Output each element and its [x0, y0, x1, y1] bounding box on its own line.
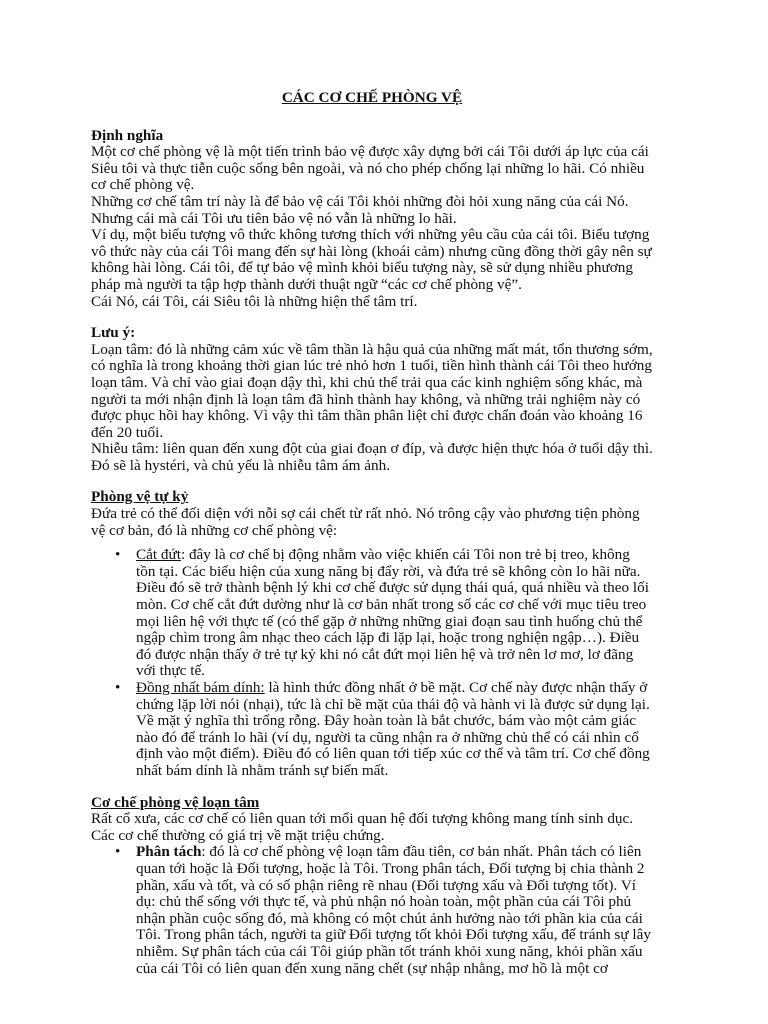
paragraph: Những cơ chế tâm trí này là để bảo vệ cái Tôi khỏi những đòi hỏi xung năng của cái Nó. Nhưng cái mà cái Tôi ưu tiên bảo vệ nó vẫn là những lo hãi. [91, 192, 629, 227]
bullet-icon: • [115, 843, 121, 861]
section-heading-definition: Định nghĩa [91, 126, 164, 144]
bullet-list [91, 844, 653, 977]
list-item [91, 680, 653, 780]
bullet-icon: • [115, 679, 121, 696]
spacer [91, 474, 653, 489]
list-item [91, 547, 653, 680]
bullet-icon: • [115, 546, 121, 564]
paragraph: Loạn tâm: đó là những cảm xúc về tâm thần là hậu quả của những mất mát, tổn thương sớm, có nghĩa là trong khoảng thời gian lúc trẻ nhỏ hơn 1 tuổi, tiền hình thành cái Tôi theo hướng loạn tâm. Và chỉ vào giai đoạn dậy thì, khi chủ thể trải qua các kinh nghiệm sống khác, mà người ta mới nhận định là loạn tâm đã hình thành hay không, và những trải nghiệm này có được phục hồi hay không. Vì vậy thì tâm thần phân liệt chỉ được chẩn đoán vào khoảng 16 đến 20 tuổi. [91, 340, 653, 441]
spacer [91, 310, 653, 325]
list-item [91, 844, 653, 977]
paragraph: Nhiễu tâm: liên quan đến xung đột của giai đoạn ơ đíp, và được hiện thực hóa ở tuổi dậy thì. Đó sẽ là hystéri, và chủ yếu là nhiễu tâm ám ảnh. [91, 440, 653, 474]
spacer [91, 780, 653, 795]
paragraph: Một cơ chế phòng vệ là một tiến trình bảo vệ được xây dựng bởi cái Tôi dưới áp lực của cái Siêu tôi và thực tiễn cuộc sống bên ngoài, và nó cho phép chống lại những lo hãi. Có nhiều cơ chế phòng vệ. [91, 143, 649, 194]
paragraph: Rất cổ xưa, các cơ chế có liên quan tới mối quan hệ đối tượng không mang tính sinh dục. Các cơ chế thường có giá trị về mặt triệu chứng. [91, 810, 634, 844]
term-label: Phân tách [136, 843, 202, 861]
item-text: : đây là cơ chế bị động nhằm vào việc khiến cái Tôi non trẻ bị treo, không tồn tại. Các biểu hiện của xung năng bị đẩy rời, và đứa trẻ sẽ không còn lo hãi nữa. Điều đó sẽ trở thành bệnh lý khi cơ chế được sử dụng thái quá, quá nhiều và theo lối mòn. Cơ chế cắt đứt dường như là cơ bản nhất trong số các cơ chế với mục tiêu treo mọi liên hệ với thực tế (có thể gặp ở những những giai đoạn sau tình huống chủ thể ngập chìm trong âm nhạc theo cách lặp đi lặp lại, hoặc trong nghiện ngập…). Điều đó được nhận thấy ở trẻ tự kỷ khi nó cắt đứt mọi liên hệ và trở nên lơ mơ, lơ đãng với thực tế. [136, 546, 649, 680]
term-label: Cắt đứt [136, 546, 181, 564]
section-heading-psychosis: Cơ chế phòng vệ loạn tâm [91, 793, 260, 811]
document-body [91, 90, 653, 977]
paragraph: Cái Nó, cái Tôi, cái Siêu tôi là những hiện thể tâm trí. [91, 292, 418, 310]
term-label: Đồng nhất bám dính: [136, 679, 265, 696]
document-title: CÁC CƠ CHẾ PHÒNG VỆ [281, 89, 463, 106]
section-heading-note: Lưu ý: [91, 324, 136, 342]
item-text: là hình thức đồng nhất ở bề mặt. Cơ chế này được nhận thấy ở chứng lặp lời nói (nhại), tức là chỉ bề mặt của thái độ và hành vi là được sử dụng lại. Về mặt ý nghĩa thì trống rỗng. Đây hoàn toàn là bắt chước, bám vào một cảm giác nào đó để tránh lo hãi (ví dụ, người ta cũng nhận ra ở những chủ thể có cái nhìn cố định vào một điểm). Điều đó có liên quan tới tiếp xúc cơ thể và tâm trí. Cơ chế đồng nhất bám dính là nhằm tránh sự biến mất. [136, 679, 650, 779]
paragraph: Ví dụ, một biểu tượng vô thức không tương thích với những yêu cầu của cái tôi. Biểu tượng vô thức này của cái Tôi mang đến sự hài lòng (khoái cảm) nhưng cũng đồng thời gây nên sự không hài lòng. Cái tôi, để tự bảo vệ mình khỏi biểu tượng này, sẽ sử dụng nhiều phương pháp mà người ta tập hợp thành dưới thuật ngữ “các cơ chế phòng vệ”. [91, 226, 652, 293]
section-heading-autism: Phòng vệ tự kỷ [91, 488, 189, 506]
bullet-list [91, 547, 653, 779]
item-text: : đó là cơ chế phòng vệ loạn tâm đầu tiên, cơ bản nhất. Phân tách có liên quan tới hoặc là Đối tượng, hoặc là Tôi. Trong phân tách, Đối tượng bị chia thành 2 phần, xấu và tốt, và có số phận riêng rẽ nhau (Đối tượng xấu và Đối tượng tốt). Ví dụ: chủ thể sống với thực tế, và phủ nhận nó hoàn toàn, một phần của cái Tôi phủ nhận phần cuộc sống đó, mà không có một chút ảnh hưởng nào tới phần kia của cái Tôi. Trong phân tách, người ta giữ Đối tượng tốt khỏi Đối tượng xấu, để tránh sự lây nhiễm. Sự phân tách của cái Tôi giúp phần tốt tránh khỏi xung năng, khỏi phần xấu của cái Tôi có liên quan đến xung năng chết (sự nhập nhằng, mơ hồ là một cơ [136, 843, 651, 977]
paragraph: Đứa trẻ có thể đối diện với nỗi sợ cái chết từ rất nhỏ. Nó trông cậy vào phương tiện phòng vệ cơ bản, đó là những cơ chế phòng vệ: [91, 505, 640, 539]
